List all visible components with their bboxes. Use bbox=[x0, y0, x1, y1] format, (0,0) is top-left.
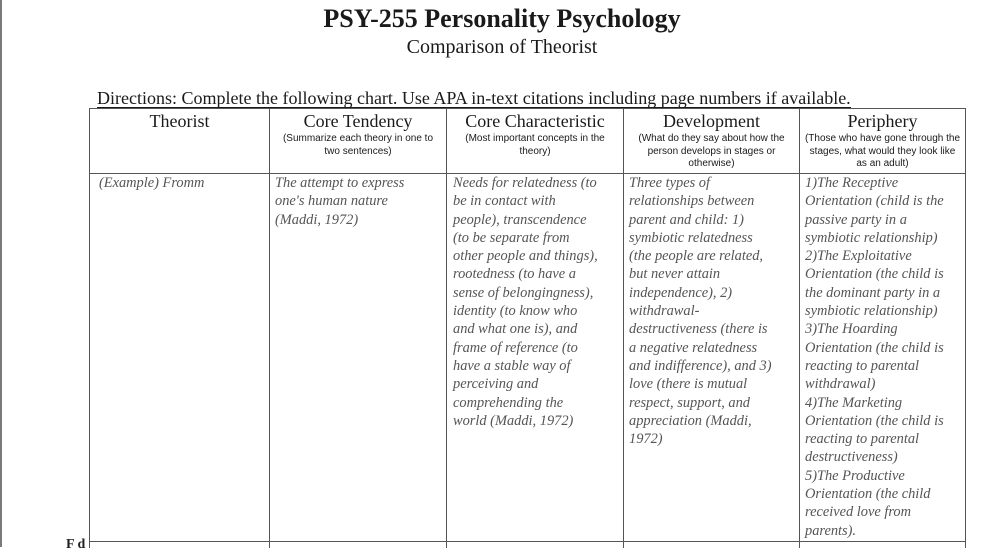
header-title: Periphery bbox=[847, 111, 918, 131]
header-title: Development bbox=[663, 111, 760, 131]
next-row-theorist-partial: F d bbox=[66, 537, 86, 552]
example-core-tendency-cell: The attempt to express one's human nature (Maddi, 1972) bbox=[275, 175, 405, 228]
document-subtitle: Comparison of Theorist bbox=[406, 36, 598, 58]
column-divider bbox=[446, 109, 447, 548]
header-title: Core Characteristic bbox=[465, 111, 605, 131]
header-core-characteristic bbox=[447, 111, 623, 158]
example-periphery-cell: 1)The Receptive Orientation (child is the passive party in a symbiotic relationship) 2)The Exploitative Orientation (the child is the dominant party in a symbiotic relationship) 3)The Hoarding Orientation (the child is reacting to parental withdrawal) 4)The Marketing Orientation (the child is reacting to parental destructiveness) 5)The Productive Orientation (the child received love from parents). bbox=[805, 175, 944, 539]
header-development bbox=[624, 111, 799, 171]
header-core-tendency bbox=[270, 111, 446, 158]
document-title: PSY-255 Personality Psychology bbox=[323, 4, 681, 33]
directions-text: Directions: Complete the following chart. Use APA in-text citations including page numbers if available. bbox=[97, 88, 851, 108]
header-title: Theorist bbox=[149, 111, 210, 131]
example-core-characteristic-cell: Needs for relatedness (to be in contact with people), transcendence (to be separate from other people and things), rootedness (to have a sense of belongingness), identity (to know who and what one is), and frame of reference (to have a stable way of perceiving and comprehending the world (Maddi, 1972) bbox=[453, 175, 598, 429]
row-divider bbox=[90, 541, 965, 542]
header-periphery bbox=[800, 111, 965, 171]
comparison-table bbox=[89, 108, 966, 548]
header-title: Core Tendency bbox=[303, 111, 413, 131]
header-subtitle: (Most important concepts in the theory) bbox=[465, 133, 605, 157]
example-theorist-cell: (Example) Fromm bbox=[99, 175, 205, 191]
column-divider bbox=[269, 109, 270, 548]
header-subtitle: (Summarize each theory in one to two sentences) bbox=[282, 133, 434, 157]
page-edge-rule bbox=[0, 0, 2, 547]
header-subtitle: (What do they say about how the person develops in stages or otherwise) bbox=[638, 133, 785, 169]
header-theorist bbox=[90, 111, 269, 131]
example-development-cell: Three types of relationships between parent and child: 1) symbiotic relatedness (the people are related, but never attain independence), 2) withdrawal- destructiveness (there is a negative relatedness and indifference), and 3) love (there is mutual respect, support, and appreciation (Maddi, 1972) bbox=[629, 175, 772, 448]
header-subtitle: (Those who have gone through the stages, what would they look like as an adult) bbox=[804, 133, 961, 169]
